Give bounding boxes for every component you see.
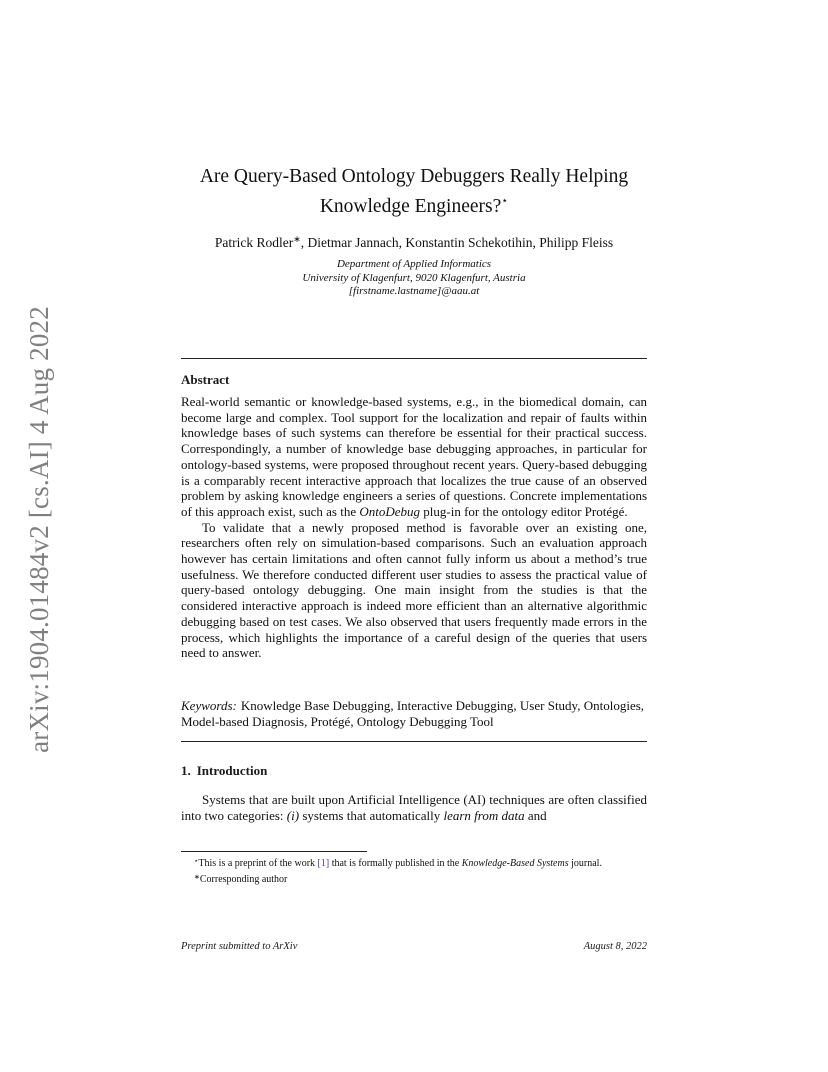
intro-text-b: systems that automatically (299, 807, 444, 823)
keywords (181, 698, 647, 729)
introduction-paragraph (181, 792, 647, 823)
abstract-p1-text-b: plug-in for the ontology editor Protégé. (420, 503, 628, 519)
title-line-2 (150, 189, 678, 219)
footnote-2-mark: ∗ (194, 872, 200, 881)
other-authors: , Dietmar Jannach, Konstantin Schekotihin, Philipp Fleiss (300, 235, 614, 250)
footnote-1-text-a: This is a preprint of the work (198, 858, 318, 869)
citation-link[interactable]: [1] (317, 858, 330, 869)
abstract-p1-text-a: Real-world semantic or knowledge-based systems, e.g., in the biomedical domain, can become large and complex. Tool support for the localization and repair of faults within knowledge bases of such systems can therefore be essential for their practical success. Correspondingly, a number of knowledge base debugging approaches, in particular for ontology-based systems, were proposed throughout recent years. Query-based debugging is a comparably recent interactive approach that localizes the true cause of an observed problem by asking knowledge engineers a series of questions. Concrete implementations of this approach exist, such as the (181, 394, 647, 519)
title-line-2-text: Knowledge Engineers? (319, 196, 502, 217)
affiliation-email: [firstname.lastname]@aau.at (348, 285, 480, 297)
affiliation-university: University of Klagenfurt, 9020 Klagenfurt, Austria (302, 271, 526, 284)
keywords-label: Keywords: (181, 698, 237, 713)
section-title: Introduction (196, 763, 268, 778)
arxiv-stamp-text: arXiv:1904.01484v2 [cs.AI] 4 Aug 2022 (23, 305, 54, 753)
first-author: Patrick Rodler (214, 235, 294, 250)
author-list (150, 234, 678, 251)
footnote-rule (181, 851, 367, 852)
abstract-paragraph-1 (181, 394, 647, 520)
keywords-text: Knowledge Base Debugging, Interactive Debugging, User Study, Ontologies, Model-based Diagnosis, Protégé, Ontology Debugging Tool (181, 698, 645, 729)
title-footnote-mark: ⋆ (501, 195, 509, 207)
arxiv-identifier-stamp (16, 296, 62, 762)
footnote-1-mark: ⋆ (194, 857, 199, 865)
footnote-2-text: Corresponding author (199, 873, 288, 885)
corresponding-author-mark: ∗ (293, 234, 301, 244)
section-heading-introduction (181, 763, 267, 779)
intro-text-c: and (524, 807, 547, 823)
abstract-bottom-rule (181, 741, 647, 742)
section-number: 1. (181, 763, 191, 778)
abstract-heading: Abstract (181, 372, 230, 387)
footnote-preprint (181, 855, 647, 871)
affiliation-department: Department of Applied Informatics (336, 258, 492, 270)
footnote-1-text-b: that is formally published in the (329, 858, 462, 869)
intro-learn-from-data: learn from data (443, 807, 525, 823)
abstract-body (181, 394, 647, 661)
paper-title (150, 164, 678, 219)
abstract-p1-ontodebug: OntoDebug (359, 503, 421, 519)
footer-date: August 8, 2022 (583, 941, 647, 952)
footnote-corresponding-author (181, 871, 647, 887)
footnotes (181, 855, 647, 886)
abstract-top-rule (181, 358, 647, 359)
intro-enum-i: (i) (286, 807, 300, 823)
footer-venue: Preprint submitted to ArXiv (181, 941, 298, 952)
footnote-1-journal: Knowledge-Based Systems (461, 858, 569, 869)
title-line-1: Are Query-Based Ontology Debuggers Really Helping (199, 166, 629, 187)
intro-text-a: Systems that are built upon Artificial Intelligence (AI) techniques are often classified into two categories: (181, 792, 647, 823)
footnote-1-text-c: journal. (568, 858, 602, 869)
abstract-paragraph-2: To validate that a newly proposed method is favorable over an existing one, researchers often rely on simulation-based comparisons. Such an evaluation approach however has certain limitations and often cannot fully inform us about a method’s true usefulness. We therefore conducted different user studies to assess the practical value of query-based ontology debugging. One main insight from the studies is that the considered interactive approach is indeed more efficient than an alternative algorithmic debugging based on test cases. We also observed that users frequently made errors in the process, which highlights the importance of a careful design of the queries that users need to answer. (181, 519, 647, 661)
affiliation (150, 258, 678, 299)
